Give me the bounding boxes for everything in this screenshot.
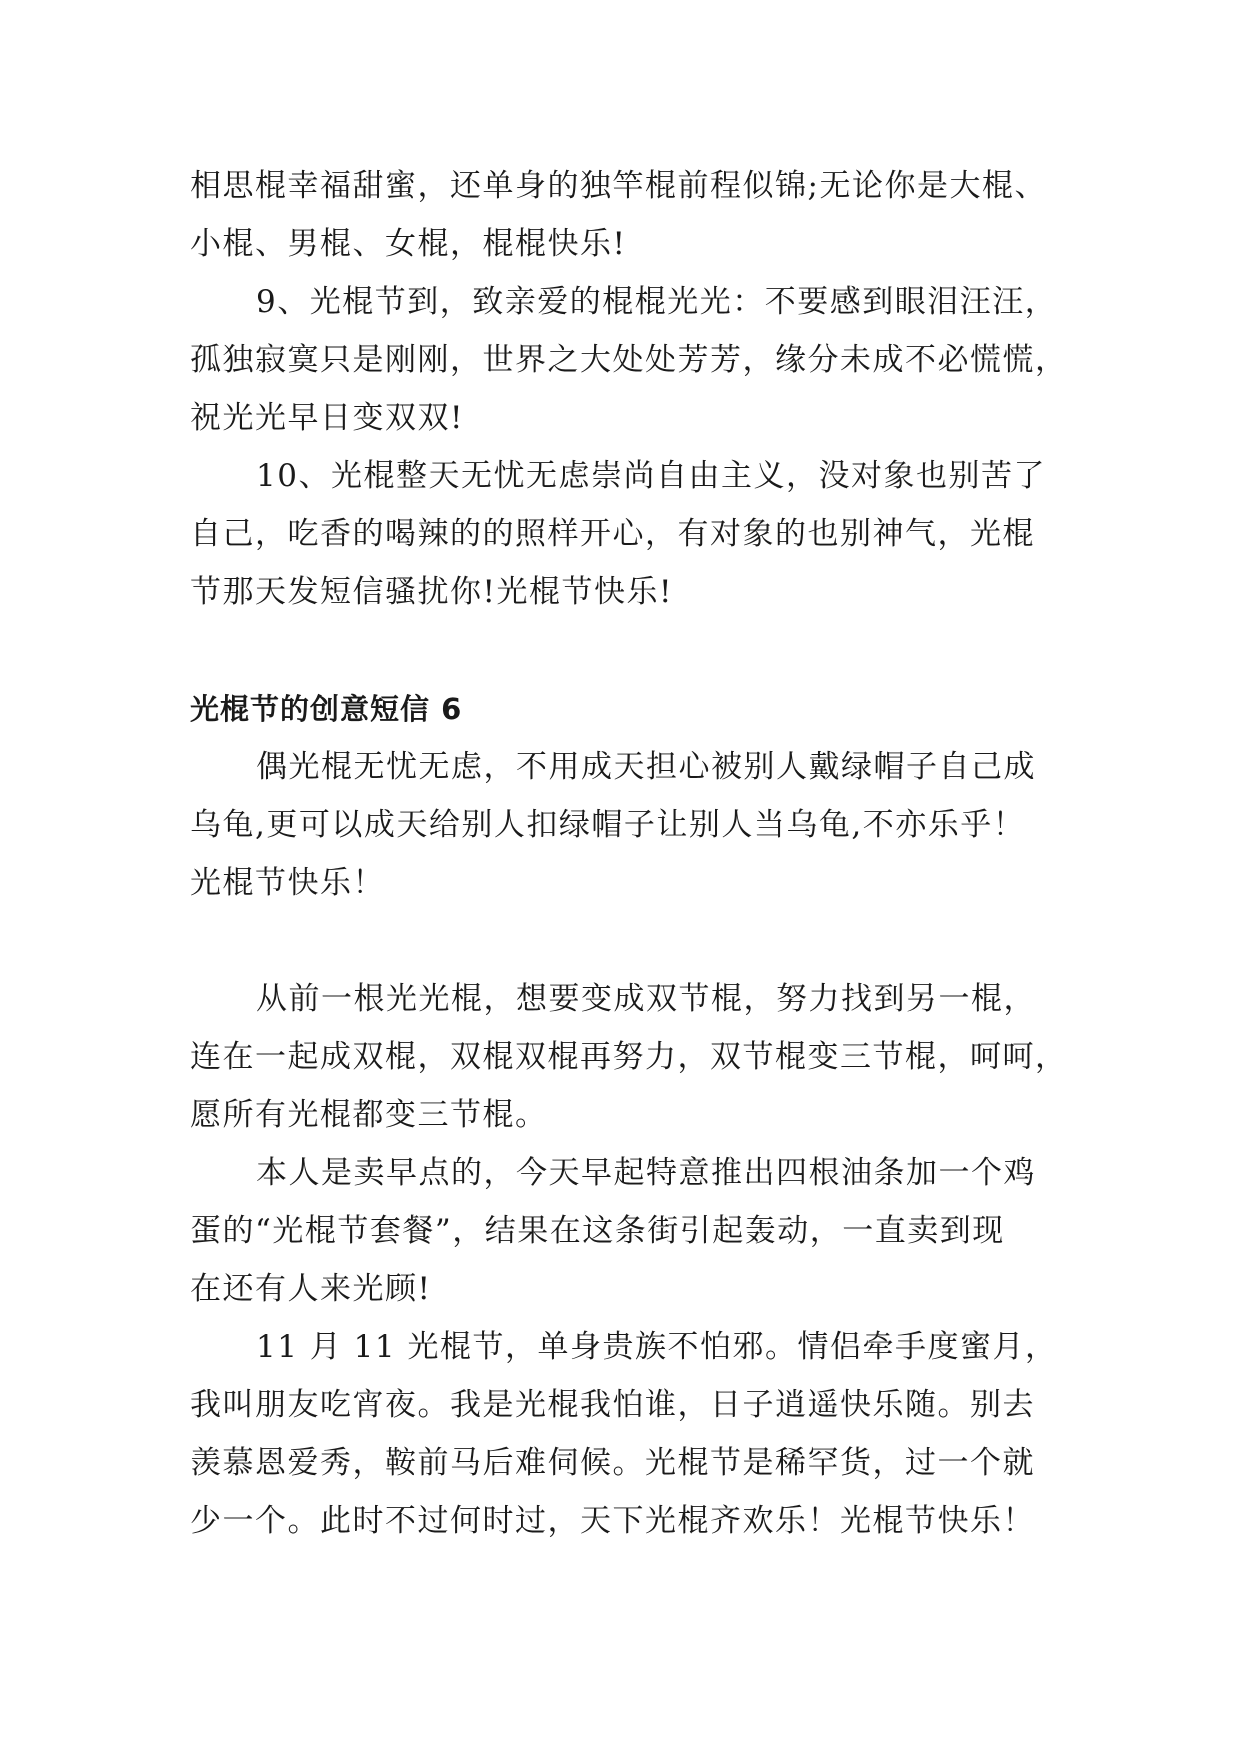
- text-line: 祝光光早日变双双!: [190, 400, 464, 436]
- text-line: 少一个。此时不过何时过，天下光棍齐欢乐！光棍节快乐！: [190, 1503, 1035, 1539]
- paragraph-start: 10、光棍整天无忧无虑崇尚自由主义，没对象也别苦了: [256, 458, 1046, 494]
- text-line: 在还有人来光顾!: [190, 1271, 432, 1307]
- text-line: 节那天发短信骚扰你!光棍节快乐!: [190, 574, 673, 610]
- paragraph-start: 偶光棍无忧无虑，不用成天担心被别人戴绿帽子自己成: [256, 749, 1036, 785]
- text-line: 乌龟,更可以成天给别人扣绿帽子让别人当乌龟,不亦乐乎！: [190, 807, 1026, 843]
- paragraph-start: 11 月 11 光棍节，单身贵族不怕邪。情侣牵手度蜜月，: [256, 1329, 1058, 1365]
- paragraph-start: 9、光棍节到，致亲爱的棍棍光光：不要感到眼泪汪汪，: [256, 284, 1058, 320]
- text-line: 相思棍幸福甜蜜，还单身的独竿棍前程似锦;无论你是大棍、: [190, 168, 1047, 204]
- text-line: 羡慕恩爱秀，鞍前马后难伺候。光棍节是稀罕货，过一个就: [190, 1445, 1035, 1481]
- text-line: 蛋的“光棍节套餐”，结果在这条街引起轰动，一直卖到现: [190, 1213, 1005, 1249]
- text-line: 我叫朋友吃宵夜。我是光棍我怕谁，日子逍遥快乐随。别去: [190, 1387, 1035, 1423]
- section-heading: 光棍节的创意短信 6: [190, 692, 463, 726]
- paragraph-start: 本人是卖早点的，今天早起特意推出四根油条加一个鸡: [256, 1155, 1036, 1191]
- text-line: 小棍、男棍、女棍，棍棍快乐!: [190, 226, 627, 262]
- text-line: 自己，吃香的喝辣的的照样开心，有对象的也别神气，光棍: [190, 516, 1035, 552]
- text-line: 孤独寂寞只是刚刚，世界之大处处芳芳，缘分未成不必慌慌，: [190, 342, 1068, 378]
- paragraph-start: 从前一根光光棍，想要变成双节棍，努力找到另一棍，: [256, 981, 1036, 1017]
- text-line: 光棍节快乐！: [190, 865, 385, 901]
- text-line: 连在一起成双棍，双棍双棍再努力，双节棍变三节棍，呵呵，: [190, 1039, 1068, 1075]
- text-line: 愿所有光棍都变三节棍。: [190, 1097, 548, 1133]
